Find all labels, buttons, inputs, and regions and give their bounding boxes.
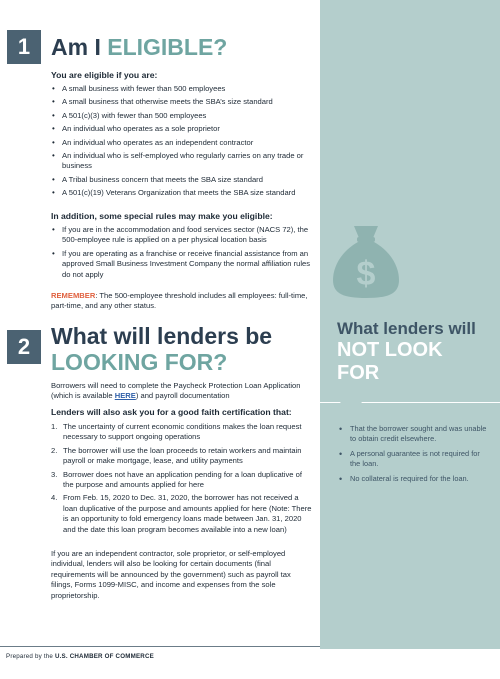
section-2-title-line2: LOOKING FOR? <box>51 349 228 375</box>
eligible-heading: You are eligible if you are: <box>51 70 158 80</box>
eligible-list <box>51 84 313 202</box>
list-item: 3. Borrower does not have an application pending for a loan duplicative of the purpose and amounts applied for here <box>51 469 302 490</box>
remember-label: REMEMBER <box>51 291 96 300</box>
special-rules-list <box>51 225 313 283</box>
section-2-title-line1: What will lenders be <box>51 323 273 349</box>
list-item: • A small business that otherwise meets the SBA’s size standard <box>51 97 313 107</box>
panel-item: • A personal guarantee is not required for the loan. <box>337 449 492 469</box>
panel-item: • That the borrower sought and was unable to obtain credit elsewhere. <box>337 424 492 444</box>
footer-prefix: Prepared by the <box>6 653 55 660</box>
intro-text-a: Borrowers will need to complete the Paycheck Protection Loan Application (which is available <box>51 381 301 401</box>
closing-paragraph: If you are an independent contractor, sole proprietor, or self-employed individual, lenders will also be looking for certain documents (final requirements will be announced by the government) such as payroll tax filings, Forms 1099-MISC, and income and expenses from the sole proprietorship. <box>51 549 291 600</box>
section-1-title <box>51 34 227 60</box>
list-item: • An individual who is self-employed who regularly carries on any trade or business <box>51 151 313 172</box>
list-item: • An individual who operates as an independent contractor <box>51 138 313 148</box>
list-item: 1. The uncertainty of current economic conditions makes the loan request necessary to support ongoing operations <box>51 422 302 442</box>
intro-text-b: ) and payroll documentation <box>135 391 230 401</box>
list-item: • An individual who operates as a sole proprietor <box>51 124 313 134</box>
application-intro <box>51 381 313 402</box>
remember-text: : The 500-employee threshold includes all employees: full-time, part-time, and any other status. <box>51 291 308 311</box>
panel-list <box>337 424 492 489</box>
footer-credit <box>6 653 154 660</box>
section-1-number: 1 <box>7 30 41 64</box>
list-item: • A small business with fewer than 500 employees <box>51 84 313 94</box>
section-2-number: 2 <box>7 330 41 364</box>
section-1-title-prefix: Am I <box>51 34 108 60</box>
panel-title-line2: NOT LOOK <box>337 339 443 361</box>
list-item: • A 501(c)(19) Veterans Organization that meets the SBA size standard <box>51 188 313 198</box>
special-rules-heading: In addition, some special rules may make you eligible: <box>51 211 273 221</box>
list-item: 2. The borrower will use the loan proceeds to retain workers and maintain payroll or make mortgage, lease, and utility payments <box>51 445 302 466</box>
certification-heading: Lenders will also ask you for a good faith certification that: <box>51 407 292 417</box>
panel-notch <box>340 402 362 415</box>
application-link[interactable]: HERE <box>114 391 136 401</box>
panel-title <box>337 318 497 385</box>
list-item: • A Tribal business concern that meets the SBA size standard <box>51 175 313 185</box>
footer-rule <box>0 646 320 647</box>
list-item: • If you are in the accommodation and food services sector (NACS 72), the 500-employee rule is applied on a per physical location basis <box>51 225 313 246</box>
money-bag-icon <box>330 222 402 300</box>
section-2-title <box>51 323 272 375</box>
list-item: 4. From Feb. 15, 2020 to Dec. 31, 2020, the borrower has not received a loan duplicative of the purpose and amounts applied for here (Note: There is an opportunity to fold emergency loans made between Jan. 31, 2020 and the date this loan program becomes available into a new loan) <box>51 493 312 534</box>
panel-title-line3: FOR <box>337 362 380 384</box>
footer-org: U.S. CHAMBER OF COMMERCE <box>54 653 154 660</box>
list-item: • If you are operating as a franchise or receive financial assistance from an approved Small Business Investment Company the normal affiliation rules do not apply <box>51 249 313 280</box>
panel-item: • No collateral is required for the loan. <box>337 474 492 484</box>
certification-list <box>51 422 313 538</box>
list-item: • A 501(c)(3) with fewer than 500 employees <box>51 111 313 121</box>
panel-title-line1: What lenders will <box>337 319 476 338</box>
section-1-title-accent: ELIGIBLE? <box>107 34 228 60</box>
remember-note <box>51 291 313 312</box>
bag-dollar-sign: $ <box>356 255 376 293</box>
